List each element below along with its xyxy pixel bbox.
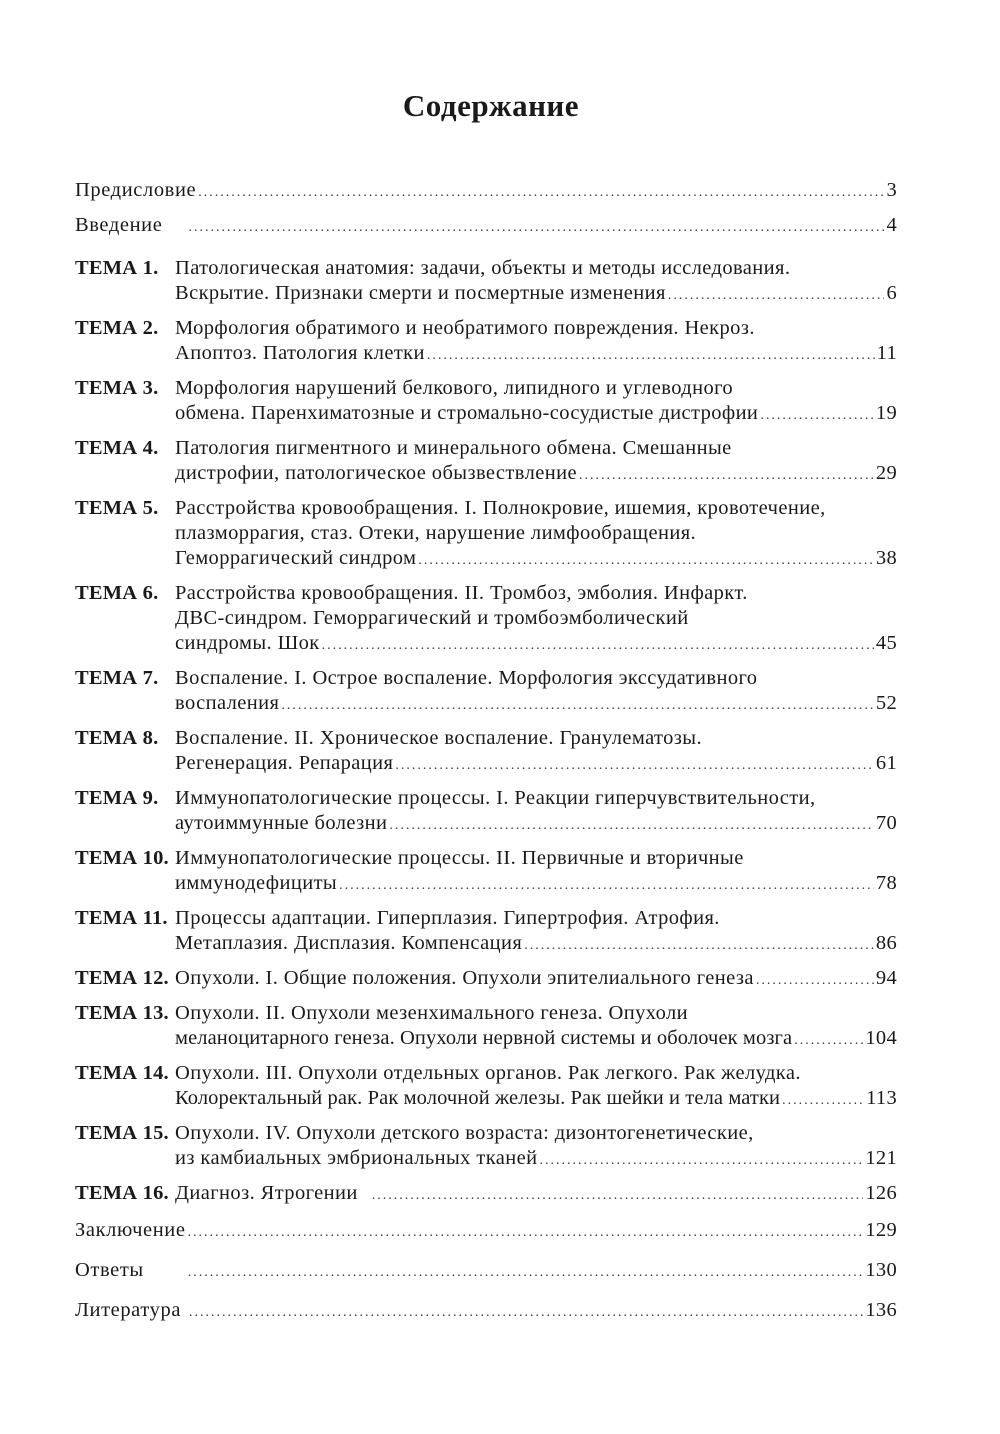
toc-entry-conclusion[interactable] xyxy=(75,1218,897,1245)
topic-title-line: плазморрагия, стаз. Отеки, нарушение лимфообращения. xyxy=(175,522,697,544)
toc-page-number: 19 xyxy=(875,402,897,424)
toc-page-number: 61 xyxy=(875,752,897,774)
toc-entry-topic-1[interactable] xyxy=(75,256,897,308)
dot-leader xyxy=(322,633,874,658)
dot-leader xyxy=(579,463,874,488)
toc-page-number: 3 xyxy=(886,179,897,201)
topic-number: ТЕМА 4. xyxy=(75,437,159,459)
toc-page-number: 52 xyxy=(875,692,897,714)
toc-entry-topic-4[interactable] xyxy=(75,436,897,488)
toc-page-number: 104 xyxy=(865,1027,897,1049)
dot-leader xyxy=(281,693,874,718)
topic-number: ТЕМА 2. xyxy=(75,317,159,339)
toc-entry-topic-2[interactable] xyxy=(75,316,897,368)
toc-page-number: 38 xyxy=(875,547,897,569)
toc-entry-introduction[interactable] xyxy=(75,213,897,240)
topic-title-line: Расстройства кровообращения. II. Тромбоз, эмболия. Инфаркт. xyxy=(175,582,748,604)
toc-entry-topic-9[interactable] xyxy=(75,786,897,838)
toc-entry-label: Введение xyxy=(75,214,163,236)
topic-number: ТЕМА 12. xyxy=(75,967,169,989)
toc-entry-preface[interactable] xyxy=(75,178,897,205)
dot-leader xyxy=(372,1183,864,1208)
topic-title-line: Колоректальный рак. Рак молочной железы. Рак шейки и тела матки xyxy=(175,1087,781,1109)
toc-page-number: 29 xyxy=(875,462,897,484)
topic-number: ТЕМА 5. xyxy=(75,497,159,519)
dot-leader xyxy=(418,548,874,573)
topic-number: ТЕМА 6. xyxy=(75,582,159,604)
toc-page-number: 113 xyxy=(866,1087,897,1109)
topic-number: ТЕМА 9. xyxy=(75,787,159,809)
dot-leader xyxy=(188,215,884,240)
dot-leader xyxy=(760,403,874,428)
toc-entry-topic-3[interactable] xyxy=(75,376,897,428)
dot-leader xyxy=(339,873,874,898)
topic-number: ТЕМА 14. xyxy=(75,1062,169,1084)
dot-leader xyxy=(188,1260,864,1285)
dot-leader xyxy=(782,1088,864,1113)
topic-title-line: дистрофии, патологическое обызвествление xyxy=(175,462,577,484)
toc-entry-topic-6[interactable] xyxy=(75,581,897,658)
toc-page-number: 130 xyxy=(865,1259,897,1281)
topic-number: ТЕМА 1. xyxy=(75,257,159,279)
topic-number: ТЕМА 15. xyxy=(75,1122,169,1144)
topic-title-line: Апоптоз. Патология клетки xyxy=(175,342,425,364)
topic-title-line: из камбиальных эмбриональных тканей xyxy=(175,1147,538,1169)
topic-title-line: Расстройства кровообращения. I. Полнокровие, ишемия, кровотечение, xyxy=(175,497,826,519)
topic-number: ТЕМА 7. xyxy=(75,667,159,689)
topic-title-line: Воспаление. I. Острое воспаление. Морфология экссудативного xyxy=(175,667,758,689)
toc-page-number: 11 xyxy=(876,342,897,364)
toc-entry-topic-11[interactable] xyxy=(75,906,897,958)
dot-leader xyxy=(188,1220,864,1245)
topic-title-line: обмена. Паренхиматозные и стромально-сосудистые дистрофии xyxy=(175,402,759,424)
toc-entry-topic-10[interactable] xyxy=(75,846,897,898)
topic-number: ТЕМА 13. xyxy=(75,1002,169,1024)
toc-page-number: 126 xyxy=(865,1182,897,1204)
topic-title-line: воспаления xyxy=(175,692,280,714)
topic-title-line: Патологическая анатомия: задачи, объекты и методы исследования. xyxy=(175,257,791,279)
dot-leader xyxy=(189,1300,863,1325)
topic-title-line: Геморрагический синдром xyxy=(175,547,417,569)
toc-entry-topic-7[interactable] xyxy=(75,666,897,718)
toc-entry-topic-5[interactable] xyxy=(75,496,897,573)
dot-leader xyxy=(539,1148,863,1173)
topic-title-line: Опухоли. IV. Опухоли детского возраста: дизонтогенетические, xyxy=(175,1122,754,1144)
dot-leader xyxy=(427,343,875,368)
topic-title-line: Иммунопатологические процессы. I. Реакции гиперчувствительности, xyxy=(175,787,816,809)
toc-entry-topic-8[interactable] xyxy=(75,726,897,778)
topic-title-line: Метаплазия. Дисплазия. Компенсация xyxy=(175,932,523,954)
topic-number: ТЕМА 10. xyxy=(75,847,169,869)
toc-entry-topic-13[interactable] xyxy=(75,1001,897,1053)
topic-number: ТЕМА 16. xyxy=(75,1182,169,1204)
topic-title-line: меланоцитарного генеза. Опухоли нервной системы и оболочек мозга xyxy=(175,1027,793,1049)
topic-title-line: Регенерация. Репарация xyxy=(175,752,394,774)
toc-entry-topic-12[interactable] xyxy=(75,966,897,993)
dot-leader xyxy=(756,968,874,993)
topic-number: ТЕМА 3. xyxy=(75,377,159,399)
toc-entry-answers[interactable] xyxy=(75,1258,897,1285)
dot-leader xyxy=(389,813,874,838)
toc-page-number: 45 xyxy=(875,632,897,654)
dot-leader xyxy=(395,753,874,778)
topic-title-line: синдромы. Шок xyxy=(175,632,320,654)
dot-leader xyxy=(668,283,885,308)
topic-title-line: Патология пигментного и минерального обмена. Смешанные xyxy=(175,437,732,459)
topic-title-line: Процессы адаптации. Гиперплазия. Гипертрофия. Атрофия. xyxy=(175,907,720,929)
topic-title-line: иммунодефициты xyxy=(175,872,338,894)
topic-title-line: Морфология обратимого и необратимого повреждения. Некроз. xyxy=(175,317,755,339)
toc-entry-label: Литература xyxy=(75,1299,182,1321)
toc-entry-label: Заключение xyxy=(75,1219,186,1241)
topic-title-line: Вскрытие. Признаки смерти и посмертные изменения xyxy=(175,282,666,304)
toc-page-number: 94 xyxy=(875,967,897,989)
topic-title-line: Воспаление. II. Хроническое воспаление. Гранулематозы. xyxy=(175,727,702,749)
dot-leader xyxy=(524,933,874,958)
topic-title-line: Морфология нарушений белкового, липидного и углеводного xyxy=(175,377,734,399)
toc-entry-topic-14[interactable] xyxy=(75,1061,897,1113)
toc-entry-topic-16[interactable] xyxy=(75,1181,897,1208)
toc-entry-label: Предисловие xyxy=(75,179,197,201)
toc-page-number: 136 xyxy=(865,1299,897,1321)
dot-leader xyxy=(794,1028,863,1053)
toc-entry-literature[interactable] xyxy=(75,1298,897,1325)
topic-title-line: Диагноз. Ятрогении xyxy=(175,1182,358,1204)
toc-page-number: 70 xyxy=(875,812,897,834)
page-title: Содержание xyxy=(402,88,580,123)
toc-page-number: 86 xyxy=(875,932,897,954)
topic-title-line: Опухоли. III. Опухоли отдельных органов. Рак легкого. Рак желудка. xyxy=(175,1062,801,1084)
toc-page-number: 6 xyxy=(886,282,897,304)
toc-page-number: 78 xyxy=(875,872,897,894)
topic-number: ТЕМА 8. xyxy=(75,727,159,749)
toc-page-number: 129 xyxy=(865,1219,897,1241)
toc-entry-label: Ответы xyxy=(75,1259,144,1281)
toc-entry-topic-15[interactable] xyxy=(75,1121,897,1173)
topic-title-line: Опухоли. II. Опухоли мезенхимального генеза. Опухоли xyxy=(175,1002,688,1024)
toc-page-number: 4 xyxy=(886,214,897,236)
topic-number: ТЕМА 11. xyxy=(75,907,168,929)
table-of-contents xyxy=(75,178,897,1325)
topic-title-line: аутоиммунные болезни xyxy=(175,812,388,834)
dot-leader xyxy=(198,180,884,205)
topic-title-line: Иммунопатологические процессы. II. Первичные и вторичные xyxy=(175,847,744,869)
topic-title-line: Опухоли. I. Общие положения. Опухоли эпителиального генеза xyxy=(175,967,754,989)
toc-page-number: 121 xyxy=(865,1147,897,1169)
topic-title-line: ДВС-синдром. Геморрагический и тромбоэмболический xyxy=(175,607,689,629)
